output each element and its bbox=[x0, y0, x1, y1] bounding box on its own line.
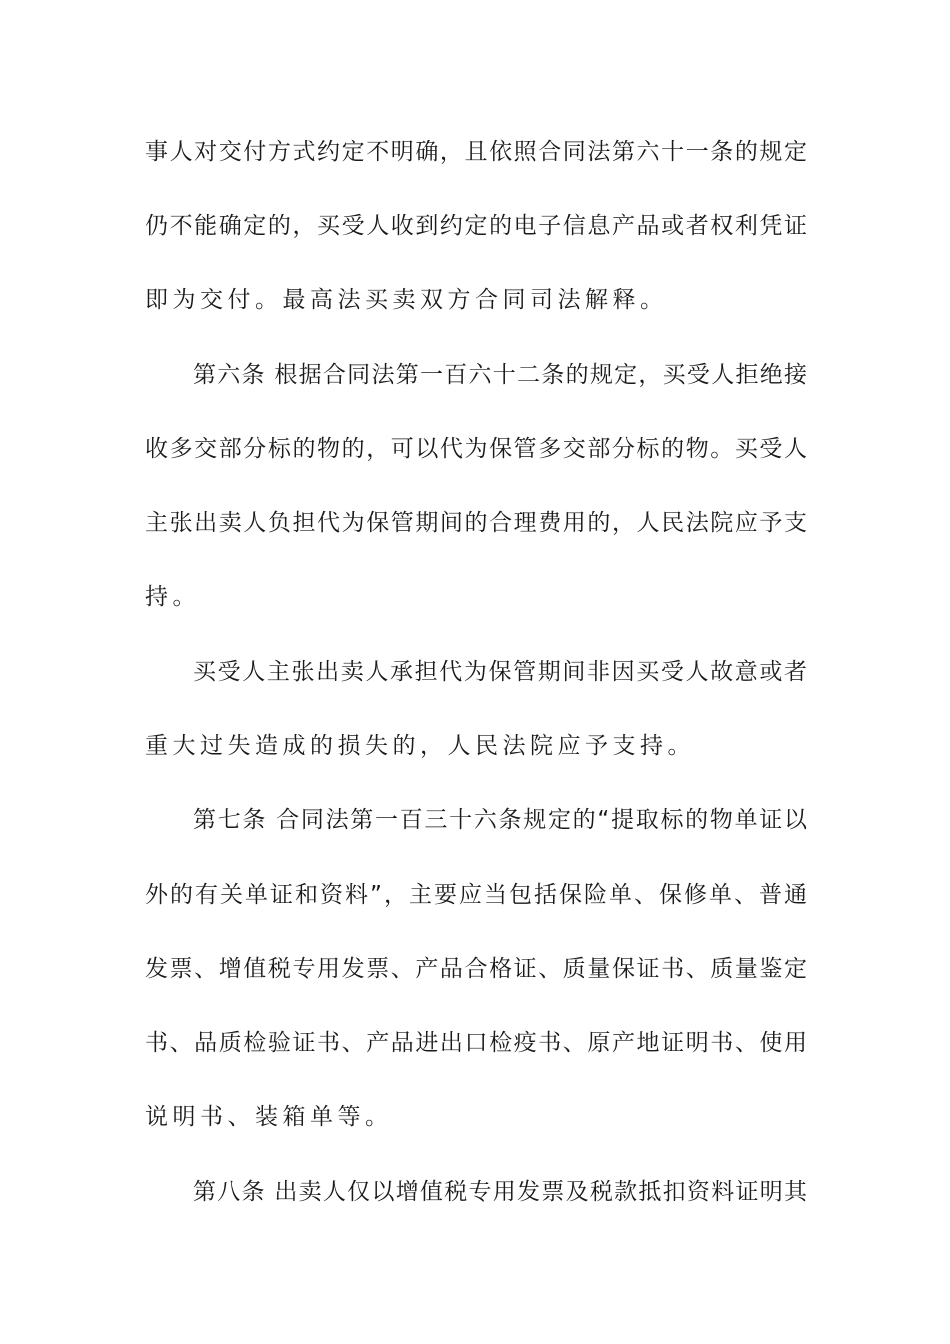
text-line: 第六条 根据合同法第一百六十二条的规定，买受人拒绝接 bbox=[193, 362, 807, 388]
text-line: 第八条 出卖人仅以增值税专用发票及税款抵扣资料证明其 bbox=[193, 1179, 807, 1205]
text-line: 持。 bbox=[145, 584, 200, 610]
text-line: 事人对交付方式约定不明确，且依照合同法第六十一条的规定 bbox=[145, 139, 807, 165]
text-line: 仍不能确定的，买受人收到约定的电子信息产品或者权利凭证 bbox=[145, 213, 807, 239]
text-line: 书、品质检验证书、产品进出口检疫书、原产地证明书、使用 bbox=[145, 1030, 807, 1056]
text-line: 外的有关单证和资料”，主要应当包括保险单、保修单、普通 bbox=[145, 882, 807, 908]
text-line: 发票、增值税专用发票、产品合格证、质量保证书、质量鉴定 bbox=[145, 956, 807, 982]
text-line: 买受人主张出卖人承担代为保管期间非因买受人故意或者 bbox=[193, 659, 807, 685]
text-line: 第七条 合同法第一百三十六条规定的“提取标的物单证以 bbox=[193, 807, 807, 833]
text-line: 即为交付。最高法买卖双方合同司法解释。 bbox=[145, 287, 668, 313]
text-line: 说明书、装箱单等。 bbox=[145, 1104, 393, 1130]
text-line: 收多交部分标的物的，可以代为保管多交部分标的物。买受人 bbox=[145, 436, 807, 462]
text-line: 主张出卖人负担代为保管期间的合理费用的，人民法院应予支 bbox=[145, 510, 807, 536]
text-line: 重大过失造成的损失的，人民法院应予支持。 bbox=[145, 733, 695, 759]
